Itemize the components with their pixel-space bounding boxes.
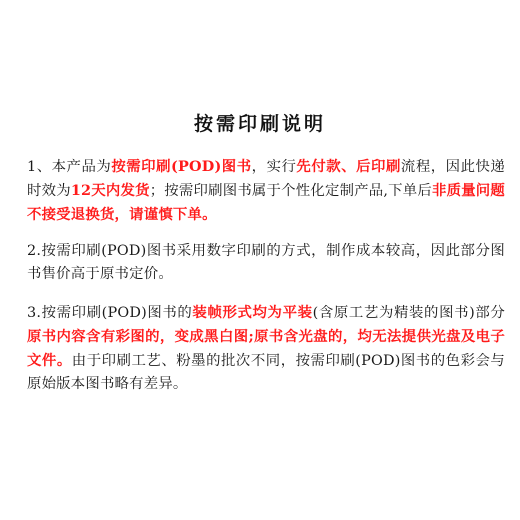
highlight-segment: 原书内容含有彩图的，变成黑白图;原书含光盘的，均无法提供光盘及电子文件。 <box>27 328 505 369</box>
paragraph-2 <box>27 240 505 286</box>
paragraph-1 <box>27 155 505 227</box>
highlight-segment: 12天内发货 <box>70 182 150 199</box>
text-segment: 流程，因此快递时效为 <box>27 159 506 199</box>
paragraph-3 <box>27 301 505 396</box>
text-segment: ，实行 <box>251 159 297 175</box>
text-segment: ；按需印刷图书属于个性化定制产品,下单后 <box>149 183 432 199</box>
highlight-segment: 非质量问题不接受退换货，请谨慎下单。 <box>27 182 505 223</box>
highlight-segment: 按需印刷(POD)图书 <box>111 158 252 175</box>
page-title: 按需印刷说明 <box>193 113 326 135</box>
text-segment: (含原工艺为精装的图书)部分 <box>312 305 505 321</box>
highlight-segment: 先付款、后印刷 <box>296 158 401 175</box>
highlight-segment: 装帧形式均为平装 <box>192 304 313 321</box>
text-segment: 由于印刷工艺、粉墨的批次不同，按需印刷(POD)图书的色彩会与原始版本图书略有差异。 <box>27 353 506 392</box>
text-segment: 1、本产品为 <box>27 159 112 175</box>
text-segment: 2.按需印刷(POD)图书采用数字印刷的方式，制作成本较高，因此部分图书售价高于原书定价。 <box>27 243 505 282</box>
text-segment: 3.按需印刷(POD)图书的 <box>27 305 193 321</box>
